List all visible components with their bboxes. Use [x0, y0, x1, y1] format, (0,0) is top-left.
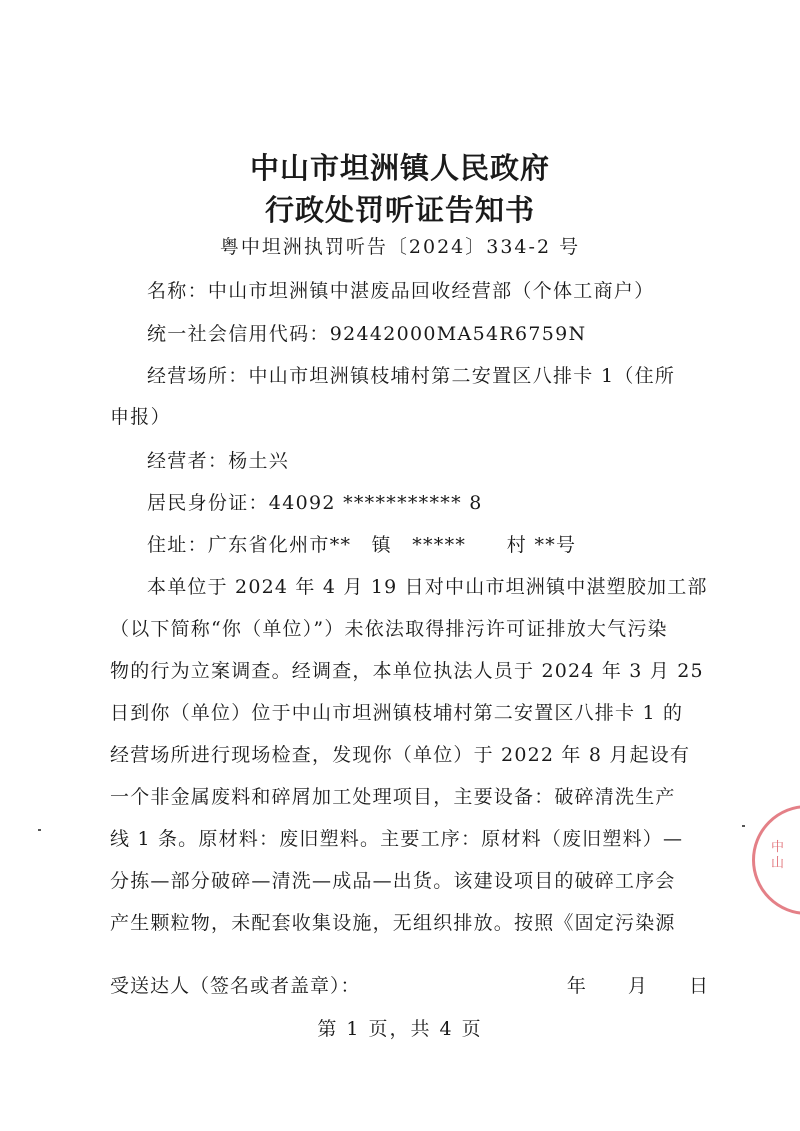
premises-line-2: 申报）: [110, 406, 171, 428]
body-line: 分拣—部分破碎—清洗—成品—出货。该建设项目的破碎工序会: [110, 870, 676, 892]
sign-date: [531, 971, 708, 998]
recipient-label: 受送达人（签名或者盖章）：: [110, 975, 361, 997]
issuer-title: 中山市坦洲镇人民政府: [249, 151, 550, 185]
body-line: 物的行为立案调查。经调查，本单位执法人员于 2024 年 3 月 25: [110, 660, 704, 682]
party-name: 名称：中山市坦洲镇中湛废品回收经营部（个体工商户）: [147, 280, 655, 302]
document-number: 粤中坦洲执罚听告〔2024〕334-2 号: [219, 236, 581, 258]
year-label: 年: [566, 975, 586, 997]
body-line: （以下简称“你（单位）”）未依法取得排污许可证排放大气污染: [110, 618, 668, 640]
id-card: 居民身份证：44092 *********** 8: [147, 492, 483, 514]
scan-speck: [742, 825, 745, 827]
recipient-signature-row: [110, 971, 708, 998]
credit-code: 统一社会信用代码：92442000MA54R6759N: [147, 323, 587, 345]
seal-text: 中山: [771, 840, 785, 871]
day-label: 日: [688, 975, 708, 997]
address: 住址：广东省化州市** 镇 ***** 村 **号: [147, 534, 577, 556]
document-title: 行政处罚听证告知书: [264, 193, 535, 227]
scan-speck: [38, 829, 41, 831]
page-number: 第 1 页，共 4 页: [317, 1018, 483, 1040]
premises-line-1: 经营场所：中山市坦洲镇枝埔村第二安置区八排卡 1（住所: [147, 365, 676, 387]
operator: 经营者：杨土兴: [147, 450, 290, 472]
body-line: 产生颗粒物，未配套收集设施，无组织排放。按照《固定污染源: [110, 912, 676, 934]
month-label: 月: [627, 975, 647, 997]
body-line: 一个非金属废料和碎屑加工处理项目，主要设备：破碎清洗生产: [110, 786, 676, 808]
body-line: 线 1 条。原材料：废旧塑料。主要工序：原材料（废旧塑料）—: [110, 828, 684, 850]
body-line: 日到你（单位）位于中山市坦洲镇枝埔村第二安置区八排卡 1 的: [110, 702, 684, 724]
body-line: 经营场所进行现场检查，发现你（单位）于 2022 年 8 月起设有: [110, 744, 691, 766]
body-line: 本单位于 2024 年 4 月 19 日对中山市坦洲镇中湛塑胶加工部: [147, 576, 708, 598]
official-seal: [752, 805, 800, 915]
